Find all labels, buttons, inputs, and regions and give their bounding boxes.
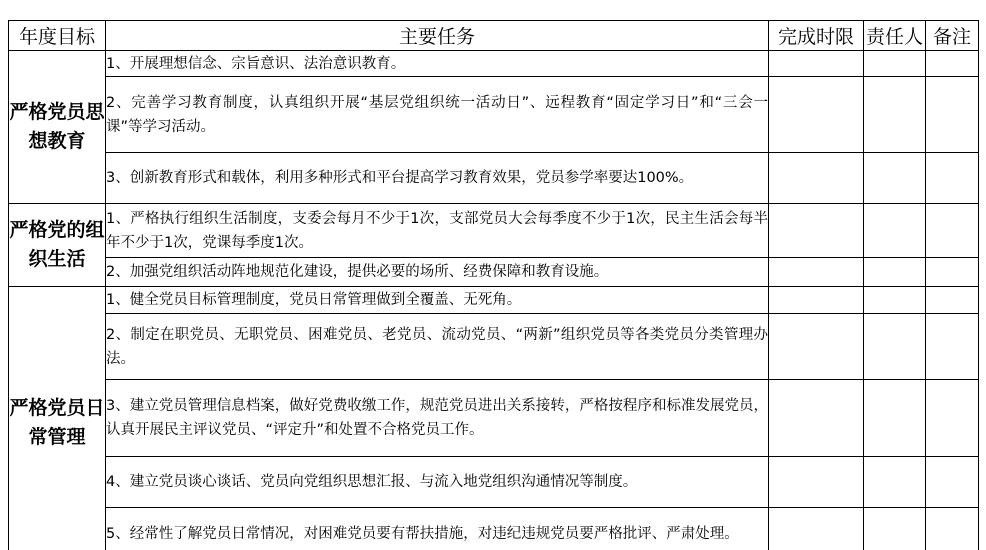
- header-deadline: 完成时限: [769, 21, 864, 51]
- table-row: [9, 51, 979, 77]
- owner-cell: [864, 314, 926, 380]
- task-cell: 1、严格执行组织生活制度，支委会每月不少于1次，支部党员大会每季度不少于1次，民主生活会每半年不少于1次，党课每季度1次。: [106, 204, 769, 258]
- goal-cell: 严格党的组织生活: [9, 204, 106, 287]
- task-cell: 5、经常性了解党员日常情况，对困难党员要有帮扶措施，对违纪违规党员要严格批评、严肃处理。: [106, 508, 769, 550]
- table-row: [9, 258, 979, 287]
- task-cell: 2、制定在职党员、无职党员、困难党员、老党员、流动党员、“两新”组织党员等各类党员分类管理办法。: [106, 314, 769, 380]
- owner-cell: [864, 77, 926, 153]
- table-row: [9, 77, 979, 153]
- note-cell: [926, 204, 979, 258]
- header-note: 备注: [926, 21, 979, 51]
- task-cell: 4、建立党员谈心谈话、党员向党组织思想汇报、与流入地党组织沟通情况等制度。: [106, 457, 769, 508]
- note-cell: [926, 77, 979, 153]
- table-row: [9, 287, 979, 314]
- deadline-cell: [769, 457, 864, 508]
- table-row: [9, 457, 979, 508]
- note-cell: [926, 287, 979, 314]
- note-cell: [926, 457, 979, 508]
- note-cell: [926, 51, 979, 77]
- note-cell: [926, 314, 979, 380]
- task-cell: 1、健全党员目标管理制度，党员日常管理做到全覆盖、无死角。: [106, 287, 769, 314]
- note-cell: [926, 380, 979, 457]
- note-cell: [926, 508, 979, 550]
- table-row: [9, 153, 979, 204]
- header-row: [9, 21, 979, 51]
- note-cell: [926, 258, 979, 287]
- deadline-cell: [769, 287, 864, 314]
- task-table: [8, 20, 979, 550]
- deadline-cell: [769, 153, 864, 204]
- note-cell: [926, 153, 979, 204]
- table-row: [9, 380, 979, 457]
- table-row: [9, 204, 979, 258]
- task-cell: 3、建立党员管理信息档案，做好党费收缴工作，规范党员进出关系接转，严格按程序和标准发展党员，认真开展民主评议党员、“评定升”和处置不合格党员工作。: [106, 380, 769, 457]
- deadline-cell: [769, 314, 864, 380]
- table-row: [9, 508, 979, 550]
- owner-cell: [864, 204, 926, 258]
- goal-cell: 严格党员日常管理: [9, 287, 106, 550]
- deadline-cell: [769, 77, 864, 153]
- header-task: 主要任务: [106, 21, 769, 51]
- task-cell: 2、加强党组织活动阵地规范化建设，提供必要的场所、经费保障和教育设施。: [106, 258, 769, 287]
- header-owner: 责任人: [864, 21, 926, 51]
- deadline-cell: [769, 204, 864, 258]
- deadline-cell: [769, 51, 864, 77]
- task-cell: 3、创新教育形式和载体，利用多种形式和平台提高学习教育效果，党员参学率要达100%。: [106, 153, 769, 204]
- deadline-cell: [769, 258, 864, 287]
- table-row: [9, 314, 979, 380]
- deadline-cell: [769, 380, 864, 457]
- header-goal: 年度目标: [9, 21, 106, 51]
- goal-cell: 严格党员思想教育: [9, 51, 106, 204]
- owner-cell: [864, 258, 926, 287]
- owner-cell: [864, 380, 926, 457]
- owner-cell: [864, 51, 926, 77]
- task-cell: 1、开展理想信念、宗旨意识、法治意识教育。: [106, 51, 769, 77]
- deadline-cell: [769, 508, 864, 550]
- owner-cell: [864, 153, 926, 204]
- owner-cell: [864, 457, 926, 508]
- task-cell: 2、完善学习教育制度，认真组织开展“基层党组织统一活动日”、远程教育“固定学习日”和“三会一课”等学习活动。: [106, 77, 769, 153]
- owner-cell: [864, 508, 926, 550]
- owner-cell: [864, 287, 926, 314]
